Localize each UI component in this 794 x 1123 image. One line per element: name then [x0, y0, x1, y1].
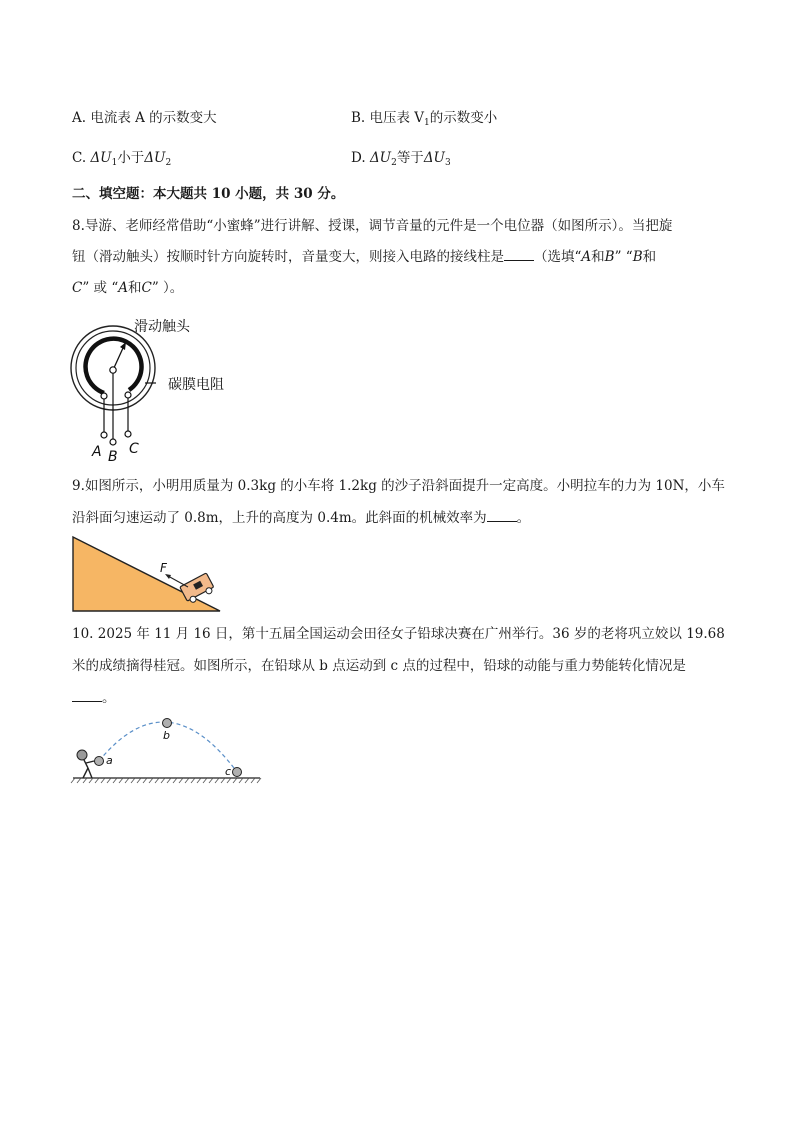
ground-hatch	[71, 778, 261, 783]
shotput-figure	[70, 712, 265, 786]
option-c-sym1: ΔU	[90, 150, 112, 166]
q8-close: ” ）。	[151, 280, 184, 296]
slider-pivot	[110, 367, 116, 373]
section-heading: 二、填空题：本大题共 10 小题，共 30 分。	[72, 186, 345, 202]
q10-line3-end: 。	[102, 690, 116, 706]
option-d-sub1: 2	[391, 158, 397, 168]
q8-var-c2: C	[141, 280, 152, 296]
terminal-a	[101, 432, 107, 438]
q8-or: ” 或 “	[82, 280, 119, 296]
q8-and-2: 和	[642, 249, 657, 265]
q8-line2-opt: （选填“	[534, 249, 582, 265]
terminal-a-top	[101, 393, 107, 399]
label-terminal-b: B	[108, 449, 118, 465]
ball-c	[233, 768, 242, 777]
terminal-c-top	[125, 392, 131, 398]
q10-line-2: 米的成绩摘得桂冠。如图所示，在铅球从 b 点运动到 c 点的过程中，铅球的动能与重力势能转化情况是	[72, 658, 686, 674]
option-b-sub: 1	[424, 118, 430, 128]
q10-line-3	[72, 688, 116, 708]
q8-var-c: C	[72, 280, 83, 296]
terminal-c	[125, 431, 131, 437]
option-d-sym1: ΔU	[369, 150, 392, 166]
q8-line2-text: 钮（滑动触头）按顺时针方向旋转时，音量变大，则接入电路的接线柱是	[72, 249, 504, 265]
q8-quote-1: ” “	[614, 249, 633, 265]
q8-and-1: 和	[591, 249, 605, 265]
q8-line-2	[72, 247, 656, 267]
q8-var-a2: A	[118, 280, 128, 296]
q8-and-3: 和	[127, 280, 142, 296]
option-c-sym2: ΔU	[144, 150, 166, 166]
ball-b	[163, 719, 172, 728]
ball-a	[95, 757, 104, 766]
athlete	[77, 750, 94, 778]
q8-var-b2: B	[632, 249, 643, 265]
q9-answer-blank[interactable]	[487, 508, 517, 522]
q8-var-b: B	[604, 249, 615, 265]
label-b: b	[163, 729, 170, 742]
option-c	[72, 148, 171, 173]
option-c-mid: 小于	[117, 150, 145, 166]
option-d	[351, 148, 451, 173]
label-carbon-film: 碳膜电阻	[168, 377, 224, 393]
q8-line-3	[72, 278, 183, 298]
q9-line2-text: 沿斜面匀速运动了 0.8m，上升的高度为 0.4m。此斜面的机械效率为	[72, 510, 487, 526]
label-terminal-a: A	[92, 444, 102, 460]
label-c: c	[225, 765, 232, 778]
q8-var-a: A	[581, 249, 592, 265]
slider-arrowhead	[120, 342, 126, 350]
q10-line-1: 10. 2025 年 11 月 16 日，第十五届全国运动会田径女子铅球决赛在广州举行。36 岁的老将巩立姣以 19.68	[72, 626, 725, 642]
option-d-sym2: ΔU	[423, 150, 445, 166]
athlete-head	[77, 750, 87, 760]
label-a: a	[106, 754, 113, 767]
q8-line-1: 8.导游、老师经常借助“小蜜蜂”进行讲解、授课，调节音量的元件是一个电位器（如图所示）。当把旋	[72, 218, 673, 234]
option-a: A. 电流表 A 的示数变大	[72, 110, 217, 126]
q9-line-2	[72, 508, 530, 528]
option-c-sub1: 1	[111, 158, 118, 168]
label-force: F	[160, 561, 167, 575]
label-slider: 滑动触头	[134, 319, 190, 335]
option-b-prefix: B. 电压表 V	[351, 110, 425, 126]
option-d-sub2: 3	[444, 158, 451, 168]
potentiometer-figure	[60, 310, 280, 465]
option-c-sub2: 2	[165, 158, 172, 168]
incline-figure	[70, 534, 230, 616]
q9-line2-end: 。	[516, 510, 531, 526]
option-d-prefix: D.	[351, 150, 370, 166]
q10-answer-blank[interactable]	[72, 688, 102, 702]
incline-slope	[73, 537, 220, 611]
q8-answer-blank[interactable]	[504, 247, 534, 261]
force-arrow	[168, 576, 188, 587]
option-d-mid: 等于	[396, 150, 424, 166]
terminal-b	[110, 439, 116, 445]
q9-line-1: 9.如图所示，小明用质量为 0.3kg 的小车将 1.2kg 的沙子沿斜面提升一定高度。小明拉车的力为 10N，小车	[72, 478, 725, 494]
label-terminal-c: C	[129, 441, 139, 457]
option-b-suffix: 的示数变小	[429, 110, 498, 126]
option-b	[351, 108, 497, 133]
option-c-prefix: C.	[72, 150, 91, 166]
